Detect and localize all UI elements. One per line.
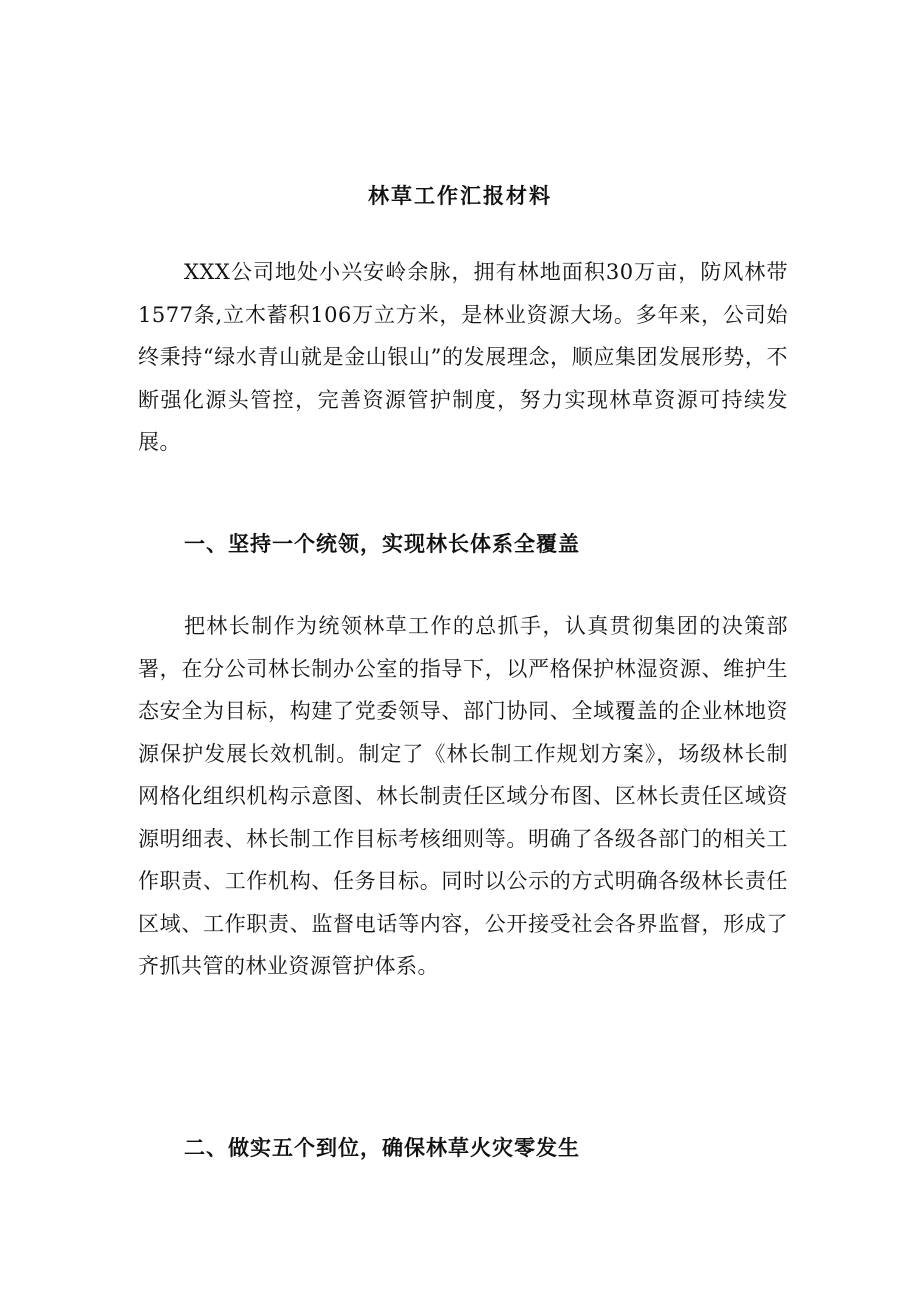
section-body-1: 把林长制作为统领林草工作的总抓手，认真贯彻集团的决策部署，在分公司林长制办公室的指导下，以严格保护林湿资源、维护生态安全为目标，构建了党委领导、部门协同、全域覆盖的企业林地资源保护发展长效机制。制定了《林长制工作规划方案》，场级林长制网格化组织机构示意图、林长制责任区域分布图、区林长责任区域资源明细表、林长制工作目标考核细则等。明确了各级各部门的相关工作职责、工作机构、任务目标。同时以公示的方式明确各级林长责任区域、工作职责、监督电话等内容，公开接受社会各界监督，形成了齐抓共管的林业资源管护体系。 [138, 614, 788, 978]
section-heading-1: 一、坚持一个统领，实现林长体系全覆盖 [184, 531, 580, 556]
document-title: 林草工作汇报材料 [368, 183, 552, 208]
section-heading-2: 二、做实五个到位，确保林草火灾零发生 [184, 1135, 580, 1160]
intro-paragraph: XXX公司地处小兴安岭余脉，拥有林地面积30万亩，防风林带1577条,立木蓄积106万立方米，是林业资源大场。多年来，公司始终秉持“绿水青山就是金山银山”的发展理念，顺应集团发展形势，不断强化源头管控，完善资源管护制度，努力实现林草资源可持续发展。 [138, 260, 788, 454]
